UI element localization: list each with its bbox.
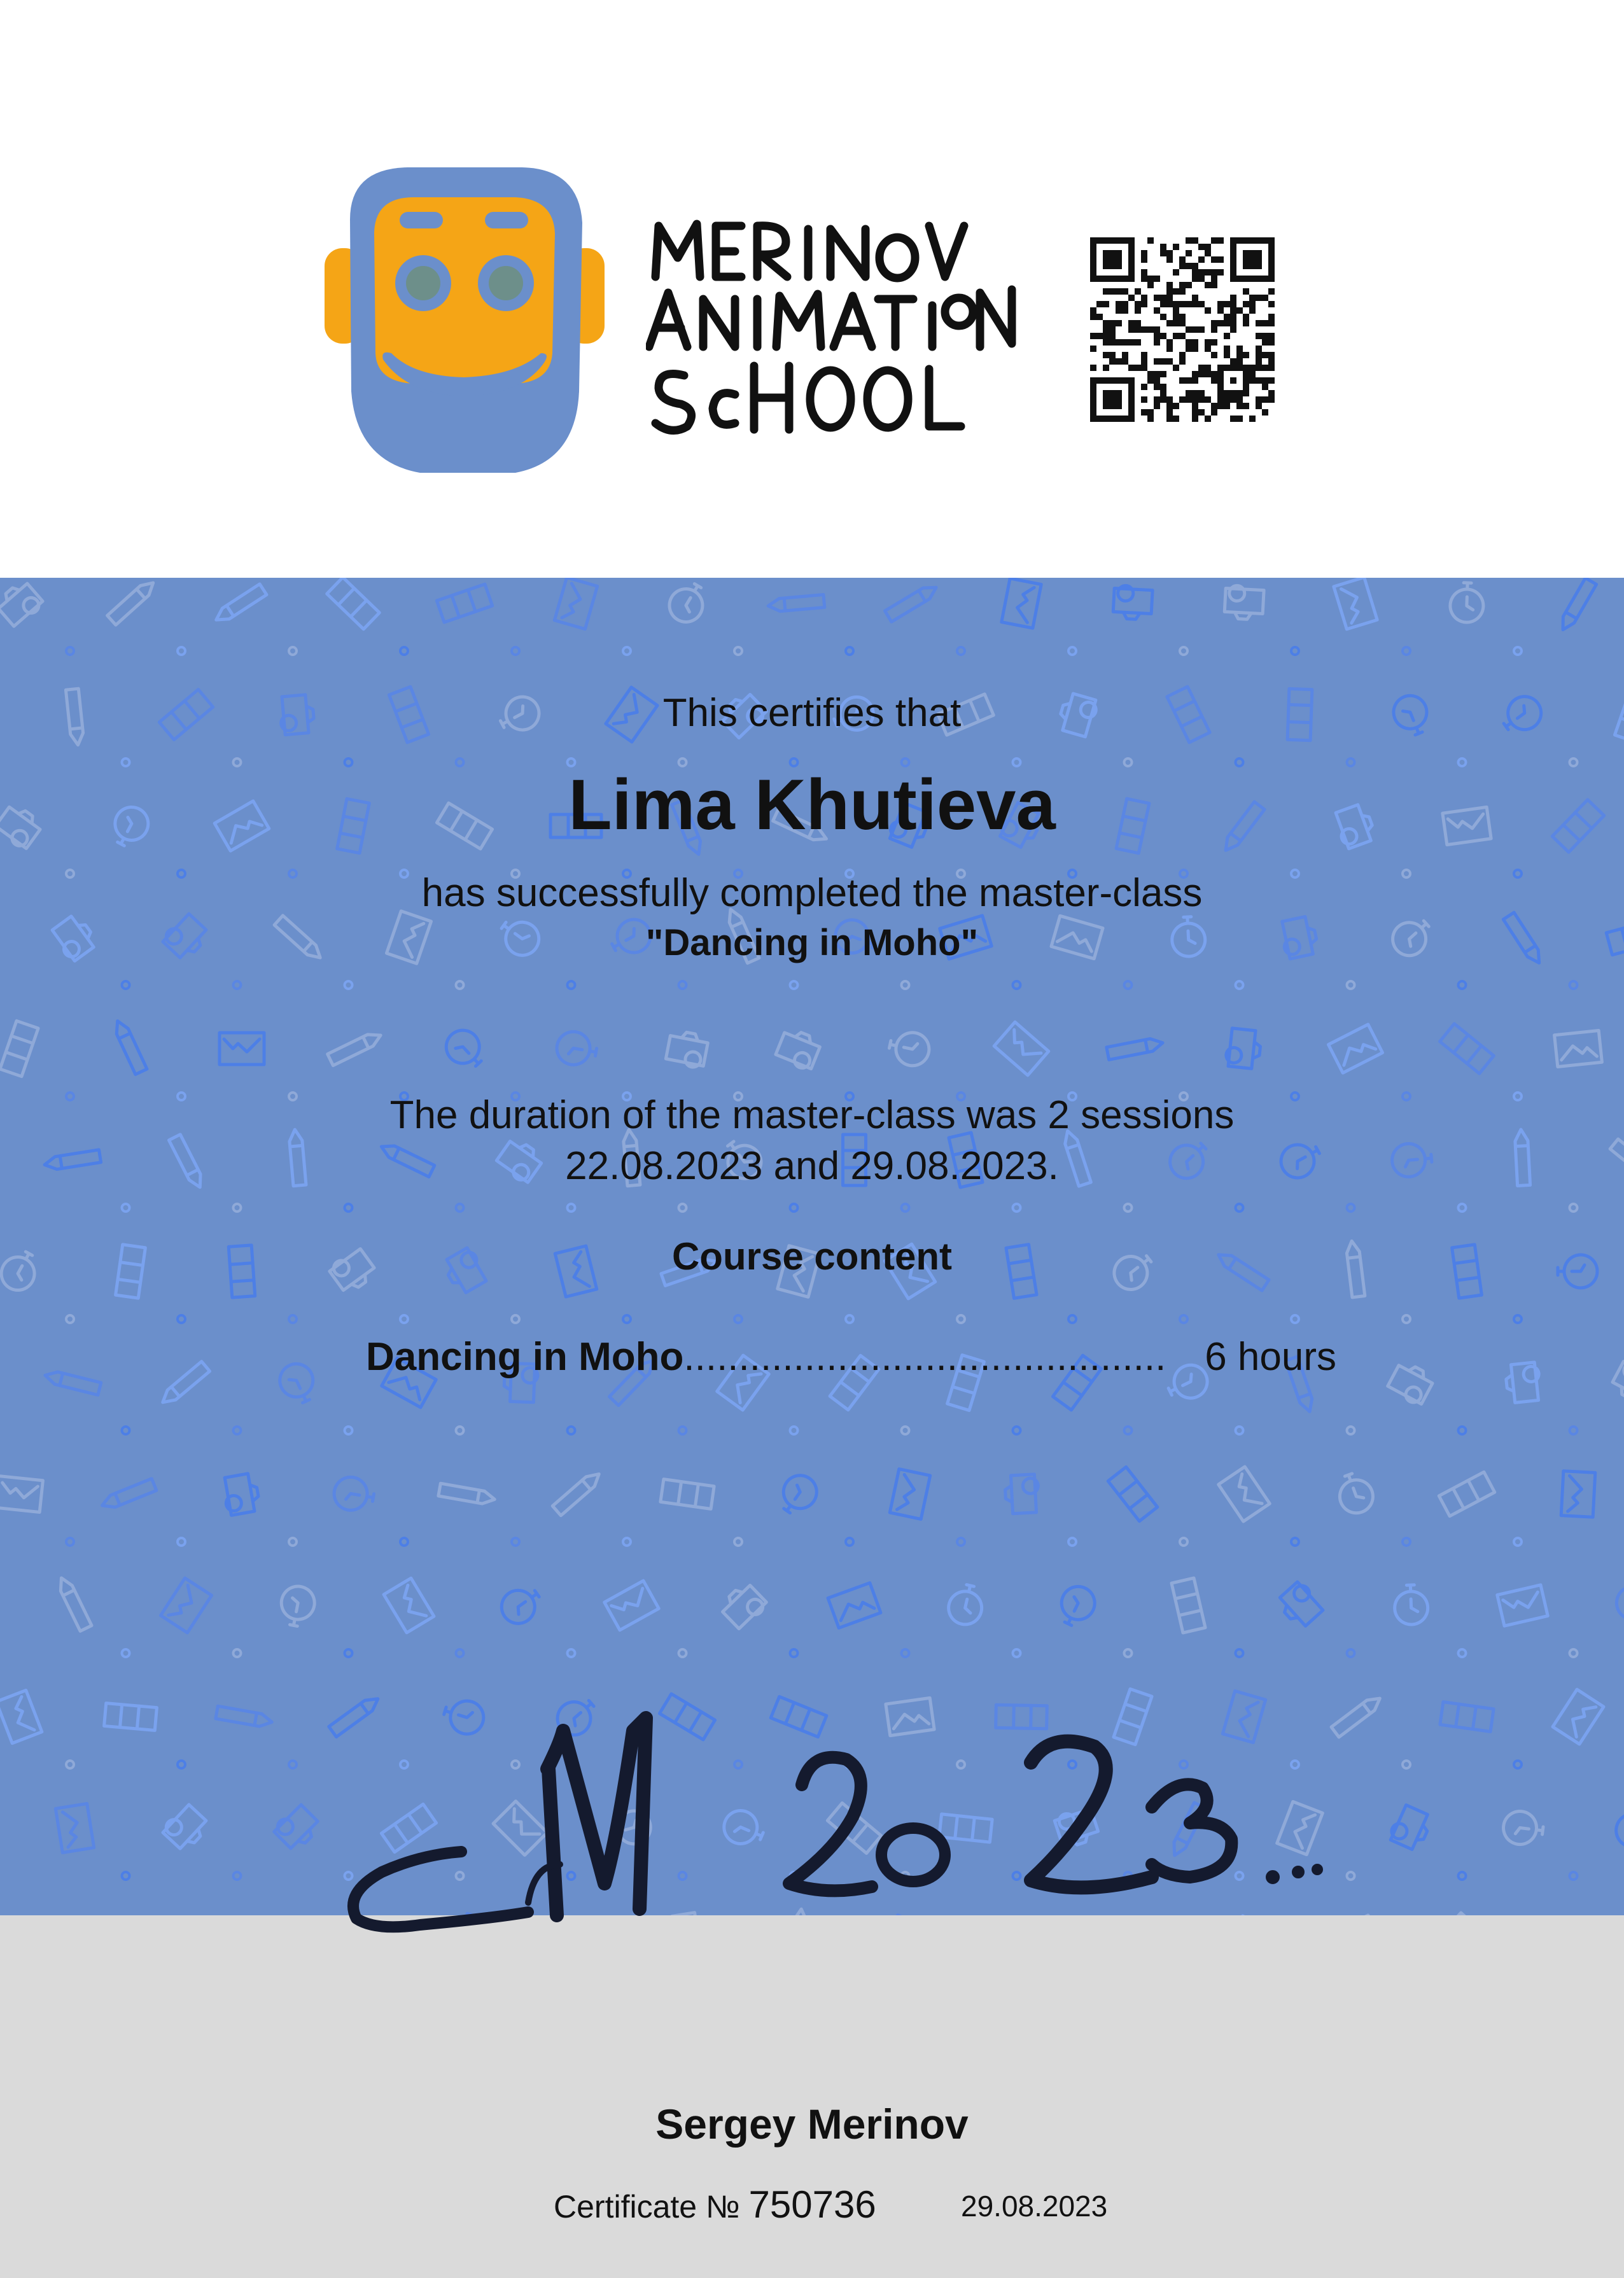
doodle-dot-icon — [1124, 1204, 1132, 1212]
doodle-icon — [213, 584, 267, 625]
doodle-dot-icon — [734, 1315, 742, 1323]
doodle-icon — [1505, 1362, 1542, 1403]
doodle-dot-icon — [178, 1538, 185, 1546]
doodle-icon — [0, 1021, 38, 1076]
doodle-dot-icon — [345, 1427, 353, 1434]
doodle-icon — [55, 1804, 94, 1853]
doodle-icon — [767, 595, 824, 613]
doodle-dot-icon — [1459, 981, 1466, 989]
doodle-icon — [1611, 1803, 1624, 1853]
doodle-dot-icon — [1459, 1204, 1466, 1212]
doodle-icon — [272, 1803, 322, 1853]
doodle-dot-icon — [1514, 647, 1522, 655]
doodle-dot-icon — [1068, 647, 1076, 655]
doodle-dot-icon — [1013, 981, 1021, 989]
doodle-dot-icon — [456, 1204, 464, 1212]
doodle-dot-icon — [289, 1761, 297, 1768]
doodle-icon — [1439, 1472, 1495, 1516]
doodle-icon — [274, 1359, 321, 1408]
doodle-icon — [718, 1581, 769, 1631]
course-item-leader: ............................................ — [683, 1335, 1166, 1379]
doodle-icon — [1561, 1471, 1595, 1518]
doodle-dot-icon — [568, 1649, 575, 1657]
doodle-dot-icon — [234, 1204, 241, 1212]
doodle-dot-icon — [178, 647, 185, 655]
doodle-icon — [665, 1030, 709, 1069]
doodle-dot-icon — [234, 1649, 241, 1657]
doodle-icon — [1440, 1702, 1494, 1732]
doodle-dot-icon — [1124, 1649, 1132, 1657]
doodle-icon — [1497, 1585, 1548, 1626]
doodle-icon — [438, 1483, 496, 1506]
doodle-dot-icon — [790, 1427, 798, 1434]
doodle-icon — [890, 1469, 930, 1520]
doodle-icon — [828, 1583, 881, 1628]
doodle-dot-icon — [456, 981, 464, 989]
doodle-dot-icon — [902, 1649, 909, 1657]
doodle-icon — [160, 1578, 211, 1633]
doodle-dot-icon — [66, 1315, 74, 1323]
doodle-dot-icon — [1013, 1204, 1021, 1212]
doodle-icon — [108, 578, 158, 625]
doodle-dot-icon — [679, 1649, 687, 1657]
course-item-name: Dancing in Moho — [366, 1335, 684, 1379]
doodle-dot-icon — [1570, 981, 1578, 989]
doodle-icon — [945, 1582, 986, 1628]
doodle-icon — [160, 1803, 211, 1853]
doodle-dot-icon — [902, 1427, 909, 1434]
doodle-icon — [332, 1474, 376, 1514]
doodle-dot-icon — [1570, 1872, 1578, 1880]
doodle-dot-icon — [1236, 1649, 1243, 1657]
certificate-label: Certificate № — [554, 2189, 740, 2225]
certificate-number: 750736 — [748, 2183, 876, 2226]
doodle-dot-icon — [1570, 1204, 1578, 1212]
doodle-dot-icon — [679, 981, 687, 989]
doodle-icon — [1328, 1024, 1382, 1073]
doodle-dot-icon — [345, 981, 353, 989]
qr-code-icon — [1090, 237, 1275, 422]
doodle-icon — [384, 1578, 434, 1633]
certificate-date: 29.08.2023 — [961, 2190, 1108, 2223]
doodle-dot-icon — [846, 1315, 853, 1323]
doodle-icon — [605, 1581, 659, 1630]
course-item-hours: 6 hours — [1205, 1335, 1336, 1379]
doodle-icon — [661, 1479, 714, 1509]
doodle-icon — [158, 1362, 209, 1408]
doodle-dot-icon — [1514, 1538, 1522, 1546]
doodle-dot-icon — [1570, 1427, 1578, 1434]
duration-text: The duration of the master-class was 2 sessions — [389, 1093, 1235, 1137]
doodle-dot-icon — [734, 647, 742, 655]
doodle-dot-icon — [957, 647, 965, 655]
doodle-dot-icon — [400, 1538, 408, 1546]
doodle-dot-icon — [456, 1649, 464, 1657]
doodle-icon — [1450, 582, 1484, 623]
doodle-dot-icon — [1459, 1872, 1466, 1880]
doodle-dot-icon — [1124, 1427, 1132, 1434]
course-content-item — [366, 1334, 1336, 1380]
doodle-dot-icon — [1347, 981, 1355, 989]
doodle-dot-icon — [1291, 1538, 1299, 1546]
doodle-dot-icon — [122, 1649, 130, 1657]
doodle-dot-icon — [1291, 647, 1299, 655]
doodle-dot-icon — [734, 1538, 742, 1546]
doodle-dot-icon — [1180, 1315, 1187, 1323]
doodle-dot-icon — [902, 1204, 909, 1212]
doodle-dot-icon — [790, 1649, 798, 1657]
recipient-name: Lima Khutieva — [568, 765, 1056, 844]
doodle-icon — [216, 1706, 273, 1728]
doodle-icon — [885, 582, 940, 622]
doodle-icon — [774, 1027, 822, 1072]
doodle-dot-icon — [234, 1872, 241, 1880]
doodle-dot-icon — [289, 647, 297, 655]
completed-text: has successfully completed the master-class — [421, 871, 1203, 915]
doodle-dot-icon — [623, 1315, 631, 1323]
doodle-icon — [277, 1584, 318, 1629]
doodle-icon — [0, 1690, 42, 1743]
doodle-dot-icon — [623, 647, 631, 655]
doodle-dot-icon — [345, 1649, 353, 1657]
doodle-icon — [554, 1029, 599, 1068]
doodle-icon — [663, 578, 712, 628]
doodle-icon — [495, 1580, 547, 1630]
doodle-dot-icon — [1347, 1649, 1355, 1657]
doodle-dot-icon — [1347, 1204, 1355, 1212]
doodle-dot-icon — [957, 1315, 965, 1323]
doodle-dot-icon — [400, 1315, 408, 1323]
doodle-icon — [437, 584, 492, 622]
doodle-dot-icon — [1459, 1649, 1466, 1657]
doodle-icon — [1219, 1467, 1270, 1521]
doodle-icon — [220, 1033, 264, 1065]
doodle-dot-icon — [1180, 1538, 1187, 1546]
doodle-icon — [100, 1479, 157, 1512]
doodle-dot-icon — [1403, 1761, 1410, 1768]
doodle-icon — [886, 1028, 932, 1069]
doodle-dot-icon — [234, 981, 241, 989]
doodle-icon — [1333, 1469, 1378, 1518]
doodle-dot-icon — [1236, 1204, 1243, 1212]
doodle-icon — [773, 1469, 823, 1520]
doodle-icon — [221, 1472, 261, 1516]
doodle-dot-icon — [122, 1204, 130, 1212]
doodle-icon — [1388, 1804, 1434, 1852]
doodle-dot-icon — [1514, 1315, 1522, 1323]
doodle-dot-icon — [512, 647, 519, 655]
doodle-icon — [1553, 1689, 1604, 1744]
certificate-header — [0, 0, 1624, 578]
doodle-dot-icon — [456, 1427, 464, 1434]
doodle-dot-icon — [568, 1427, 575, 1434]
doodle-dot-icon — [512, 1315, 519, 1323]
doodle-dot-icon — [1514, 1761, 1522, 1768]
doodle-icon — [1440, 1024, 1494, 1073]
doodle-dot-icon — [289, 1315, 297, 1323]
doodle-dot-icon — [1403, 647, 1410, 655]
doodle-icon — [1331, 1693, 1383, 1737]
doodle-dot-icon — [66, 1538, 74, 1546]
doodle-icon — [328, 1030, 384, 1066]
doodle-icon — [439, 1023, 490, 1075]
doodle-icon — [994, 1022, 1049, 1075]
doodle-dot-icon — [66, 647, 74, 655]
doodle-dot-icon — [1459, 1427, 1466, 1434]
doodle-icon — [1002, 578, 1041, 628]
doodle-dot-icon — [1236, 1427, 1243, 1434]
certificate-number-line — [554, 2183, 876, 2226]
doodle-icon — [554, 578, 597, 629]
doodle-dot-icon — [623, 1538, 631, 1546]
doodle-icon — [1004, 1474, 1039, 1514]
doodle-dot-icon — [846, 1538, 853, 1546]
doodle-dot-icon — [1403, 1315, 1410, 1323]
doodle-dot-icon — [400, 647, 408, 655]
doodle-icon — [1613, 1583, 1624, 1629]
doodle-dot-icon — [790, 1204, 798, 1212]
doodle-dot-icon — [1291, 1315, 1299, 1323]
doodle-icon — [44, 1369, 101, 1395]
doodle-dot-icon — [679, 1427, 687, 1434]
doodle-icon — [1609, 1359, 1624, 1406]
doodle-icon — [1108, 1467, 1158, 1521]
doodle-icon — [104, 1703, 157, 1731]
doodle-dot-icon — [66, 1761, 74, 1768]
doodle-dot-icon — [178, 1315, 185, 1323]
doodle-dot-icon — [289, 1538, 297, 1546]
course-content-heading: Course content — [671, 1235, 953, 1278]
doodle-icon — [1386, 1360, 1435, 1407]
doodle-dot-icon — [1347, 1427, 1355, 1434]
doodle-icon — [1555, 1030, 1602, 1066]
doodle-icon — [0, 578, 45, 629]
doodle-icon — [112, 1018, 147, 1074]
doodle-dot-icon — [568, 1204, 575, 1212]
doodle-dot-icon — [846, 647, 853, 655]
doodle-dot-icon — [1403, 1538, 1410, 1546]
doodle-icon — [552, 1469, 603, 1516]
doodle-dot-icon — [178, 1761, 185, 1768]
doodle-dot-icon — [234, 1427, 241, 1434]
doodle-dot-icon — [1068, 1538, 1076, 1546]
school-wordmark — [646, 210, 1028, 445]
doodle-icon — [1113, 585, 1153, 620]
doodle-dot-icon — [790, 981, 798, 989]
signer-name: Sergey Merinov — [655, 2100, 969, 2148]
doodle-dot-icon — [122, 1872, 130, 1880]
mascot-logo-icon — [325, 162, 605, 480]
doodle-dot-icon — [1068, 1315, 1076, 1323]
doodle-dot-icon — [1570, 1649, 1578, 1657]
doodle-icon — [1225, 1028, 1262, 1069]
doodle-dot-icon — [679, 1204, 687, 1212]
doodle-dot-icon — [568, 981, 575, 989]
doodle-dot-icon — [122, 1427, 130, 1434]
course-title: "Dancing in Moho" — [645, 922, 979, 963]
doodle-dot-icon — [122, 981, 130, 989]
doodle-icon — [1275, 1580, 1326, 1630]
doodle-dot-icon — [512, 1538, 519, 1546]
doodle-dot-icon — [957, 1538, 965, 1546]
doodle-dot-icon — [1013, 1649, 1021, 1657]
doodle-dot-icon — [1180, 647, 1187, 655]
doodle-dot-icon — [1013, 1427, 1021, 1434]
doodle-dot-icon — [345, 1204, 353, 1212]
doodle-icon — [1172, 1578, 1205, 1633]
doodle-dot-icon — [1236, 981, 1243, 989]
doodle-icon — [1394, 1584, 1428, 1625]
doodle-icon — [0, 1476, 43, 1512]
doodle-icon — [1334, 578, 1377, 629]
dates-text: 22.08.2023 and 29.08.2023. — [565, 1144, 1059, 1188]
doodle-icon — [1502, 1810, 1545, 1847]
doodle-icon — [327, 578, 380, 629]
doodle-icon — [1557, 578, 1596, 632]
doodle-dot-icon — [1124, 981, 1132, 989]
intro-text: This certifies that — [662, 691, 962, 735]
doodle-icon — [1224, 585, 1264, 620]
doodle-icon — [1053, 1581, 1100, 1632]
doodle-icon — [55, 1575, 92, 1631]
handwritten-signature — [344, 1705, 1324, 2113]
doodle-dot-icon — [1347, 1872, 1355, 1880]
doodle-dot-icon — [902, 981, 909, 989]
doodle-icon — [1107, 1037, 1164, 1059]
